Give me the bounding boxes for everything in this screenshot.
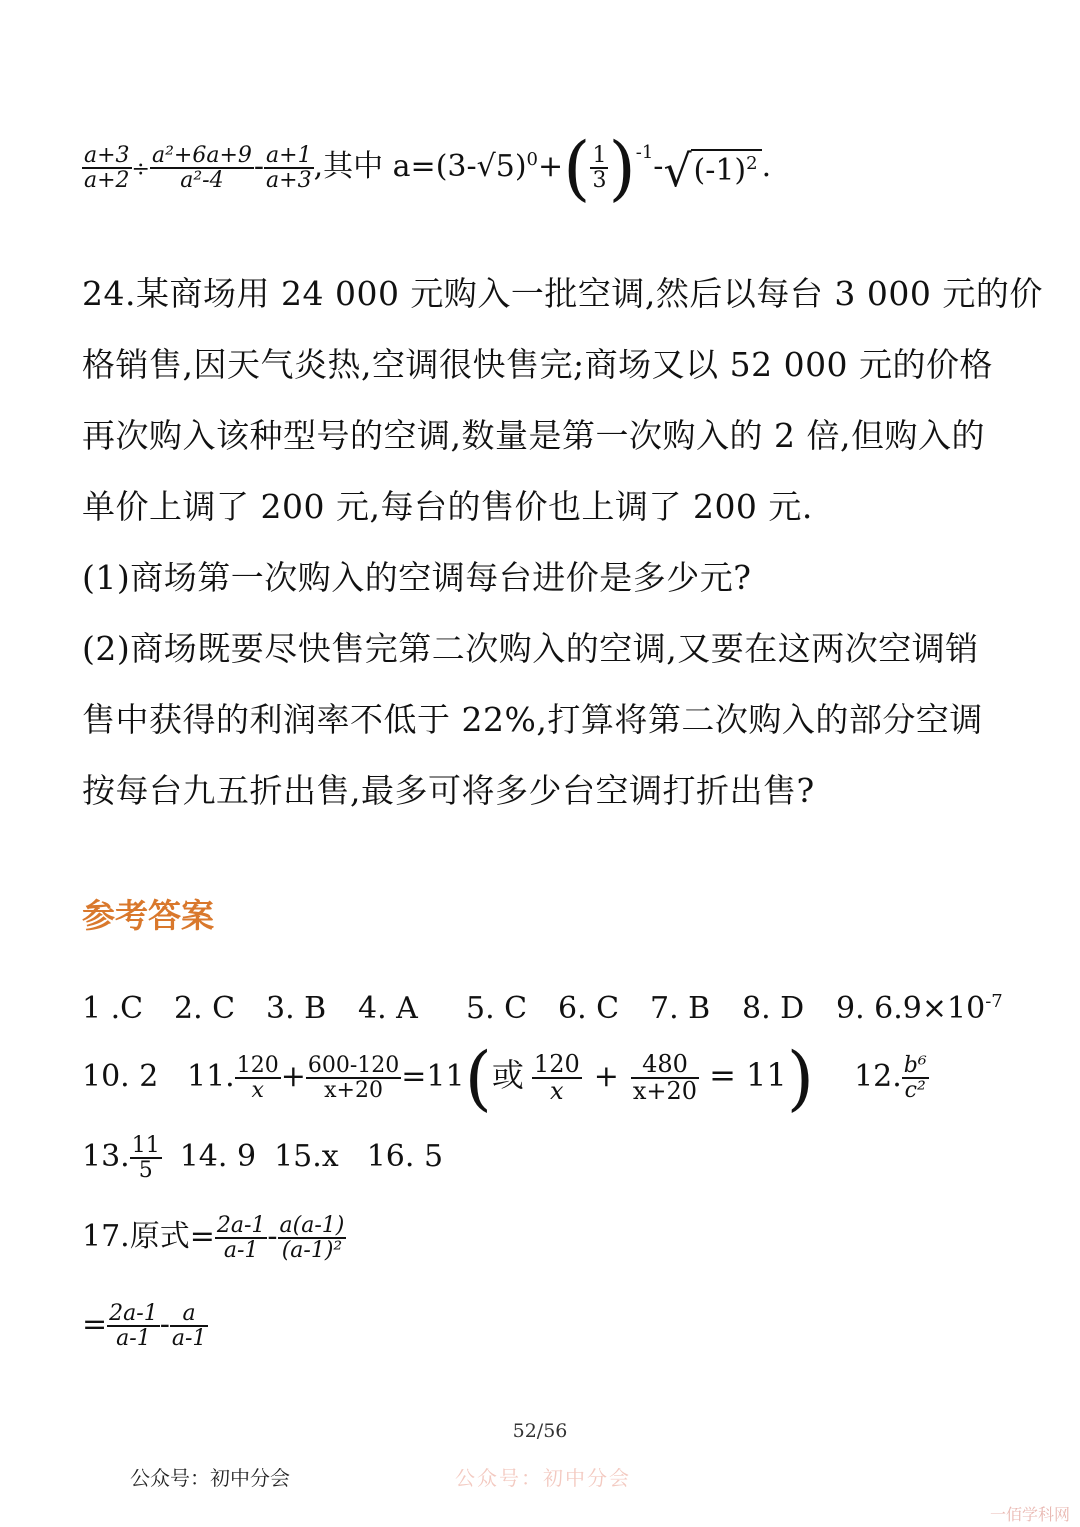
question-line: 格销售,因天气炎热,空调很快售完;商场又以 52 000 元的价格 <box>82 345 994 384</box>
denominator: a-1 <box>223 1238 259 1263</box>
fraction <box>278 1214 347 1262</box>
fraction <box>107 1302 160 1350</box>
answer-label: 17.原式= <box>82 1219 215 1254</box>
question-line: 单价上调了 200 元,每台的售价也上调了 200 元. <box>82 487 813 526</box>
operator: ÷ <box>131 157 150 182</box>
numerator: 2a-1 <box>109 1300 158 1326</box>
watermark-text: 公众号：初中分会 <box>455 1466 631 1490</box>
denominator: x <box>251 1078 264 1103</box>
answer-item: 10. 2 <box>82 1059 159 1094</box>
period: . <box>761 149 772 184</box>
denominator: x <box>550 1077 564 1105</box>
question-line: 售中获得的利润率不低于 22%,打算将第二次购入的部分空调 <box>82 700 983 739</box>
answer-item: 4. A <box>358 991 418 1026</box>
denominator: 5 <box>138 1158 153 1183</box>
answer-item: 16. 5 <box>366 1139 444 1174</box>
exponent: 0 <box>526 149 538 170</box>
fraction <box>215 1214 268 1262</box>
answer-item: 15.x <box>274 1139 339 1174</box>
answer-label: 13. <box>82 1139 130 1174</box>
question-line: 24.某商场用 24 000 元购入一批空调,然后以每台 3 000 元的价 <box>82 274 1043 313</box>
question-line: 再次购入该种型号的空调,数量是第一次购入的 2 倍,但购入的 <box>82 416 985 455</box>
fraction <box>532 1049 582 1105</box>
question-line: (2)商场既要尽快售完第二次购入的空调,又要在这两次空调销 <box>82 629 979 668</box>
radicand-text: (-1) <box>693 153 747 188</box>
fraction <box>902 1054 929 1102</box>
fraction <box>590 144 608 192</box>
answer-label: 12. <box>854 1059 902 1094</box>
expression-line <box>82 118 772 209</box>
denominator: a-1 <box>171 1326 207 1351</box>
answers-heading: 参考答案 <box>82 896 214 935</box>
expression-text: ,其中 a=(3-√5) <box>313 149 527 184</box>
numerator: 600-120 <box>307 1052 400 1078</box>
numerator: a+1 <box>266 142 312 168</box>
answers-row-5 <box>82 1290 208 1360</box>
denominator: x+20 <box>632 1077 698 1105</box>
answer-item: 2. C <box>174 991 236 1026</box>
operator: + <box>537 149 564 184</box>
denominator: a+2 <box>84 168 130 193</box>
corner-watermark: 一佰学科网 <box>990 1505 1071 1524</box>
operator: + <box>593 1059 619 1094</box>
fraction <box>264 144 314 192</box>
denominator: a+3 <box>266 168 312 193</box>
fraction <box>631 1049 699 1105</box>
or-text: 或 <box>491 1056 524 1094</box>
left-paren: ( <box>563 127 591 209</box>
numerator: a²+6a+9 <box>151 142 252 168</box>
numerator: 120 <box>236 1052 279 1078</box>
numerator: 120 <box>533 1049 580 1078</box>
radicand <box>691 149 761 188</box>
numerator: 480 <box>631 1052 699 1079</box>
answer-item: 3. B <box>266 991 327 1026</box>
denominator: x+20 <box>324 1078 383 1103</box>
right-paren: ) <box>786 1037 815 1119</box>
answers-row-3 <box>82 1122 443 1192</box>
answer-item: 14. 9 <box>179 1139 257 1174</box>
exponent: 2 <box>746 153 758 174</box>
denominator: c² <box>904 1078 926 1103</box>
question-line: 按每台九五折出售,最多可将多少台空调打折出售? <box>82 771 815 810</box>
answer-item-9: 9. 6.9×10 <box>836 991 986 1026</box>
numerator: 11 <box>131 1132 160 1158</box>
fraction <box>150 144 254 192</box>
denominator: (a-1)² <box>281 1238 343 1263</box>
answer-item: 6. C <box>558 991 620 1026</box>
answer-item: 1 .C <box>82 991 144 1026</box>
sqrt <box>663 129 761 207</box>
numerator: a(a-1) <box>279 1212 345 1238</box>
fraction <box>306 1054 401 1102</box>
numerator: b⁶ <box>903 1052 927 1078</box>
fraction <box>235 1054 281 1102</box>
answer-label: 11. <box>187 1059 235 1094</box>
answers-row-1 <box>82 980 1003 1031</box>
operator: - <box>653 149 664 184</box>
answers-row-2 <box>82 1037 929 1119</box>
page-number: 52/56 <box>512 1420 568 1442</box>
operator: + <box>280 1059 306 1094</box>
denominator: a²-4 <box>180 168 224 193</box>
exponent: -1 <box>635 142 654 163</box>
operator: - <box>159 1307 170 1342</box>
answers-row-4 <box>82 1202 346 1272</box>
answer-item: 5. C <box>466 991 528 1026</box>
footer-label: 公众号：初中分会 <box>130 1466 290 1490</box>
numerator: 1 <box>592 142 607 168</box>
operator: - <box>253 149 265 184</box>
numerator: a <box>170 1302 209 1327</box>
operator: = <box>82 1307 108 1342</box>
question-line: (1)商场第一次购入的空调每台进价是多少元? <box>82 558 752 597</box>
operator: - <box>267 1219 278 1254</box>
denominator: a-1 <box>116 1326 151 1351</box>
numerator: a+3 <box>84 142 130 168</box>
answer-item: 7. B <box>650 991 711 1026</box>
answer-item: 8. D <box>742 991 805 1026</box>
fraction <box>130 1134 162 1182</box>
numerator: 2a-1 <box>216 1212 266 1238</box>
exponent: -7 <box>985 991 1003 1012</box>
denominator: 3 <box>592 168 607 193</box>
fraction <box>170 1302 209 1350</box>
right-paren: ) <box>608 127 636 209</box>
fraction <box>82 144 132 192</box>
equation-text: =11 <box>401 1059 465 1094</box>
question-24 <box>82 258 1043 826</box>
equation-text: = 11 <box>709 1056 787 1094</box>
radical-icon: √ <box>663 146 692 197</box>
left-paren: ( <box>464 1037 492 1119</box>
